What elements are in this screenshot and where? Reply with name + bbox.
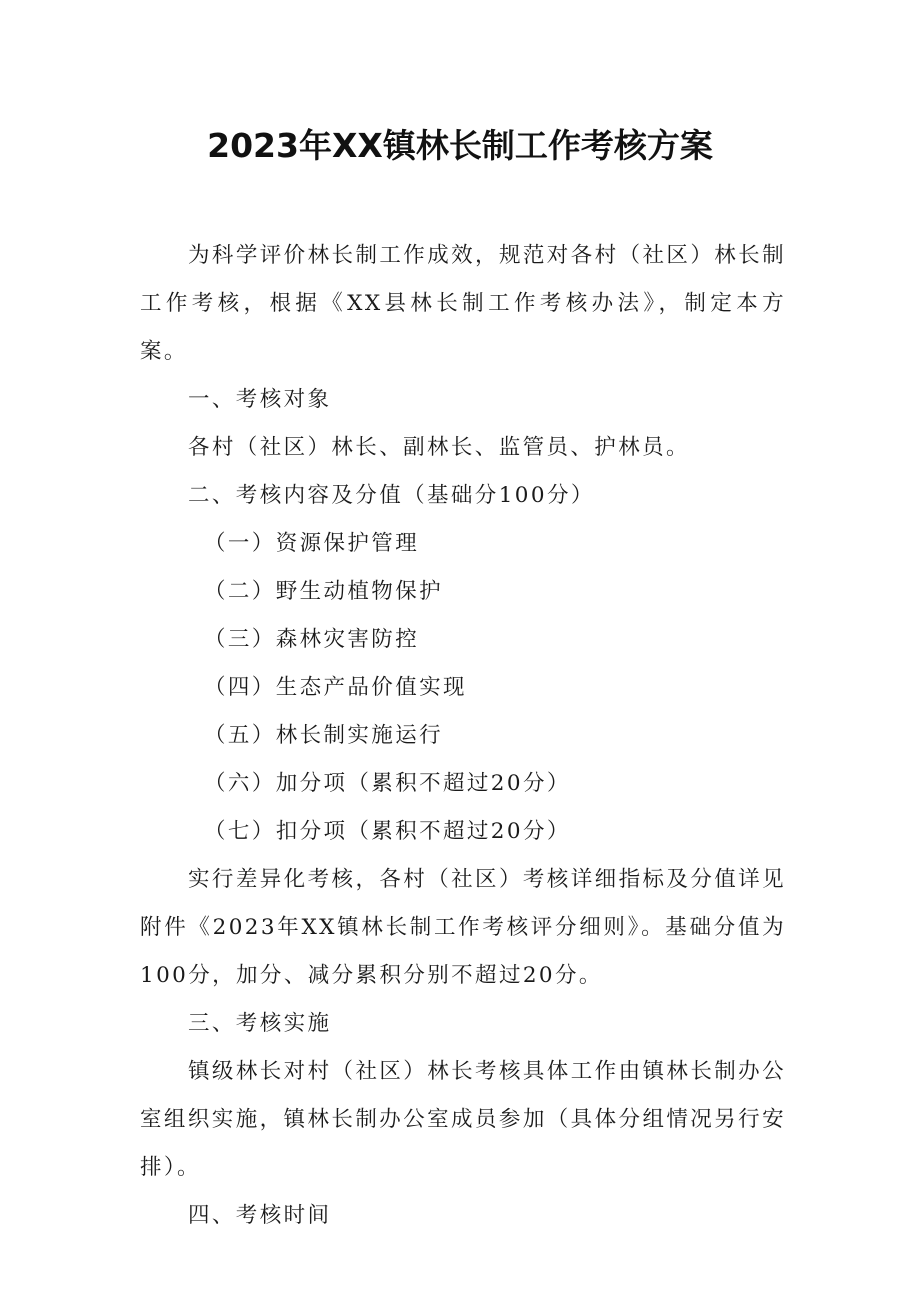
intro-paragraph: 为科学评价林长制工作成效，规范对各村（社区）林长制工作考核，根据《XX县林长制工作考核办法》，制定本方案。	[140, 243, 786, 364]
section-2-details-paragraph: 实行差异化考核，各村（社区）考核详细指标及分值详见附件《2023年XX镇林长制工作考核评分细则》。基础分值为100分，加分、减分累积分别不超过20分。	[140, 867, 786, 988]
section-1-content: 各村（社区）林长、副林长、监管员、护林员。	[188, 435, 690, 460]
document-body	[140, 232, 786, 1240]
list-item: （三）森林灾害防控	[204, 627, 420, 652]
list-item: （二）野生动植物保护	[204, 579, 444, 604]
section-heading-3: 三、考核实施	[188, 1011, 332, 1036]
document-title: 2023年XX镇林长制工作考核方案	[207, 126, 713, 165]
list-item: （一）资源保护管理	[204, 531, 420, 556]
section-heading-2: 二、考核内容及分值（基础分100分）	[188, 483, 595, 508]
list-item: （六）加分项（累积不超过20分）	[204, 771, 571, 796]
list-item: （七）扣分项（累积不超过20分）	[204, 819, 571, 844]
section-heading-4: 四、考核时间	[188, 1203, 332, 1228]
list-item: （四）生态产品价值实现	[204, 675, 467, 700]
section-heading-1: 一、考核对象	[188, 387, 332, 412]
list-item: （五）林长制实施运行	[204, 723, 444, 748]
section-3-content: 镇级林长对村（社区）林长考核具体工作由镇林长制办公室组织实施，镇林长制办公室成员参加（具体分组情况另行安排）。	[140, 1059, 786, 1180]
